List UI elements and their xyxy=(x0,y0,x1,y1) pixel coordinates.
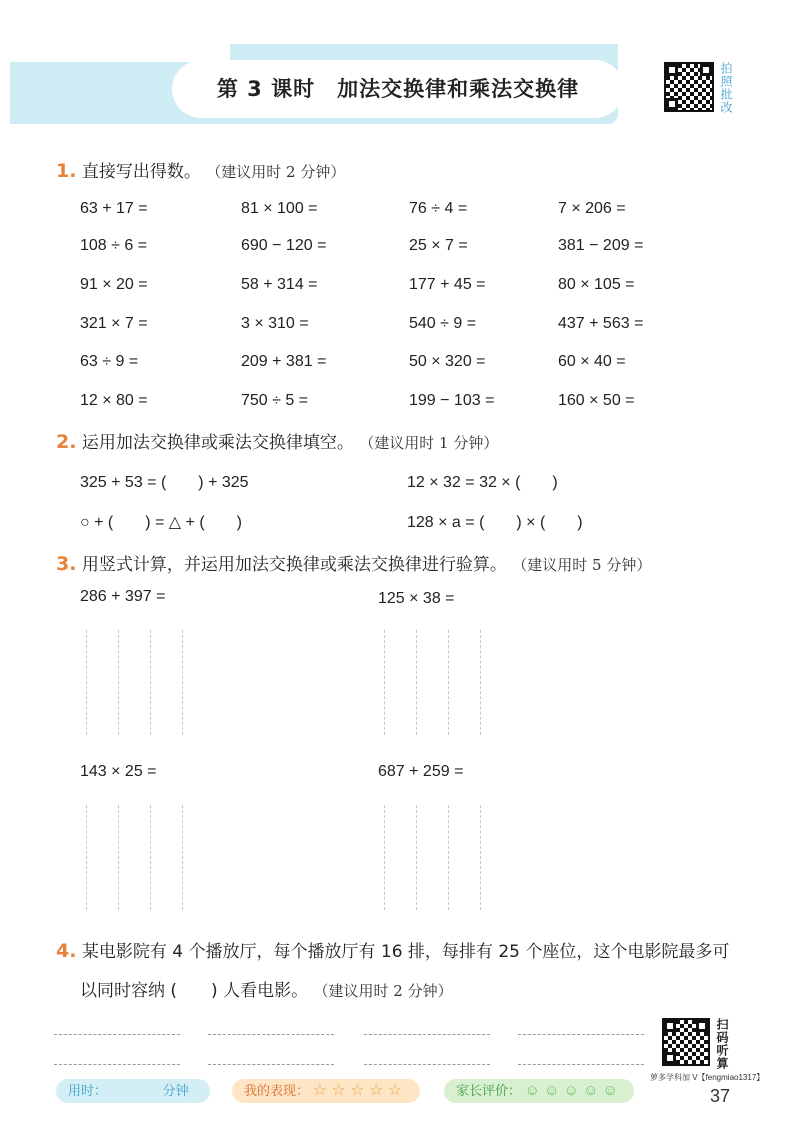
fill-blank-1[interactable]: 325 + 53 = ( ) + 325 xyxy=(80,474,249,491)
mental-math-item[interactable]: 60 × 40 = xyxy=(558,353,626,370)
work-guide-line xyxy=(150,630,151,735)
answer-line[interactable] xyxy=(208,1034,334,1035)
mental-math-item[interactable]: 91 × 20 = xyxy=(80,276,148,293)
mental-math-item[interactable]: 177 + 45 = xyxy=(409,276,486,293)
vertical-calc-4[interactable]: 687 + 259 = xyxy=(378,763,464,780)
star-rating[interactable]: ☆ ☆ ☆ ☆ ☆ xyxy=(312,1082,403,1099)
performance-label: 我的表现： xyxy=(244,1083,310,1098)
mental-math-item[interactable]: 199 − 103 = xyxy=(409,392,495,409)
question-2-number: 2. xyxy=(56,431,77,453)
parent-review-label: 家长评价： xyxy=(456,1083,522,1098)
answer-line[interactable] xyxy=(518,1034,644,1035)
work-guide-line xyxy=(182,805,183,910)
time-label: 用时： xyxy=(68,1083,108,1098)
mental-math-item[interactable]: 81 × 100 = xyxy=(241,200,318,217)
question-1-heading xyxy=(56,157,345,182)
mental-math-item[interactable]: 63 ÷ 9 = xyxy=(80,353,139,370)
mental-math-item[interactable]: 108 ÷ 6 = xyxy=(80,237,148,254)
answer-line[interactable] xyxy=(364,1064,490,1065)
work-guide-line xyxy=(416,805,417,910)
work-guide-line xyxy=(480,630,481,735)
work-guide-line xyxy=(416,630,417,735)
question-4-line2-wrap xyxy=(80,976,453,1001)
question-1-text: 直接写出得数。 xyxy=(81,162,201,182)
vertical-calc-3[interactable]: 143 × 25 = xyxy=(80,763,157,780)
mental-math-item[interactable]: 209 + 381 = xyxy=(241,353,327,370)
qr-label-listen: 扫码听算 xyxy=(715,1018,729,1070)
question-2-text: 运用加法交换律或乘法交换律填空。 xyxy=(81,433,354,453)
mental-math-item[interactable]: 80 × 105 = xyxy=(558,276,635,293)
mental-math-item[interactable]: 76 ÷ 4 = xyxy=(409,200,468,217)
answer-line[interactable] xyxy=(54,1064,180,1065)
work-guide-line xyxy=(480,805,481,910)
work-guide-line xyxy=(86,630,87,735)
mental-math-item[interactable]: 50 × 320 = xyxy=(409,353,486,370)
mental-math-item[interactable]: 750 ÷ 5 = xyxy=(241,392,309,409)
answer-line[interactable] xyxy=(208,1064,334,1065)
fill-blank-3[interactable]: ○ + ( ) = △ + ( ) xyxy=(80,514,242,531)
work-guide-line xyxy=(182,630,183,735)
vertical-calc-2[interactable]: 125 × 38 = xyxy=(378,590,455,607)
question-1-number: 1. xyxy=(56,160,77,182)
qr-code-grading[interactable] xyxy=(664,62,714,112)
time-used-pill[interactable] xyxy=(56,1079,210,1103)
page-title: 第 3 课时 加法交换律和乘法交换律 xyxy=(172,60,624,118)
question-3-text: 用竖式计算，并运用加法交换律或乘法交换律进行验算。 xyxy=(81,555,507,575)
mental-math-item[interactable]: 25 × 7 = xyxy=(409,237,468,254)
mental-math-item[interactable]: 7 × 206 = xyxy=(558,200,626,217)
work-guide-line xyxy=(118,630,119,735)
vertical-calc-1[interactable]: 286 + 397 = xyxy=(80,588,166,605)
work-guide-line xyxy=(448,805,449,910)
mental-math-item[interactable]: 58 + 314 = xyxy=(241,276,318,293)
question-4-heading xyxy=(56,937,729,962)
mental-math-item[interactable]: 3 × 310 = xyxy=(241,315,309,332)
qr-code-listen[interactable] xyxy=(662,1018,710,1066)
question-1-hint: （建议用时 2 分钟） xyxy=(206,163,346,181)
question-4-number: 4. xyxy=(56,940,77,962)
question-2-hint: （建议用时 1 分钟） xyxy=(359,434,499,452)
watermark: 萝多学科加 V【fengmiao1317】 xyxy=(650,1073,765,1082)
page-number: 37 xyxy=(710,1086,731,1106)
fill-blank-2[interactable]: 12 × 32 = 32 × ( ) xyxy=(407,474,558,491)
question-4-hint: （建议用时 2 分钟） xyxy=(313,982,453,1000)
mental-math-item[interactable]: 12 × 80 = xyxy=(80,392,148,409)
work-guide-line xyxy=(448,630,449,735)
work-guide-line xyxy=(384,805,385,910)
parent-review-pill xyxy=(444,1079,634,1103)
work-guide-line xyxy=(86,805,87,910)
mental-math-item[interactable]: 540 ÷ 9 = xyxy=(409,315,477,332)
mental-math-item[interactable]: 63 + 17 = xyxy=(80,200,148,217)
work-guide-line xyxy=(150,805,151,910)
answer-line[interactable] xyxy=(364,1034,490,1035)
question-3-hint: （建议用时 5 分钟） xyxy=(512,556,652,574)
question-4-line2[interactable]: 以同时容纳 ( ) 人看电影。 xyxy=(80,981,309,1001)
qr-label-grading: 拍照批改 xyxy=(719,62,733,114)
smiley-rating[interactable]: ☺ ☺ ☺ ☺ ☺ xyxy=(524,1082,618,1099)
answer-line[interactable] xyxy=(54,1034,180,1035)
mental-math-item[interactable]: 381 − 209 = xyxy=(558,237,644,254)
fill-blank-4[interactable]: 128 × a = ( ) × ( ) xyxy=(407,514,583,531)
mental-math-item[interactable]: 690 − 120 = xyxy=(241,237,327,254)
mental-math-item[interactable]: 437 + 563 = xyxy=(558,315,644,332)
performance-pill xyxy=(232,1079,420,1103)
mental-math-item[interactable]: 160 × 50 = xyxy=(558,392,635,409)
work-guide-line xyxy=(118,805,119,910)
question-2-heading xyxy=(56,428,498,453)
mental-math-item[interactable]: 321 × 7 = xyxy=(80,315,148,332)
time-unit: 分钟 xyxy=(162,1083,189,1098)
question-3-heading xyxy=(56,550,651,575)
work-guide-line xyxy=(384,630,385,735)
question-4-line1: 某电影院有 4 个播放厅，每个播放厅有 16 排，每排有 25 个座位，这个电影院最多可 xyxy=(81,942,730,962)
question-3-number: 3. xyxy=(56,553,77,575)
answer-line[interactable] xyxy=(518,1064,644,1065)
